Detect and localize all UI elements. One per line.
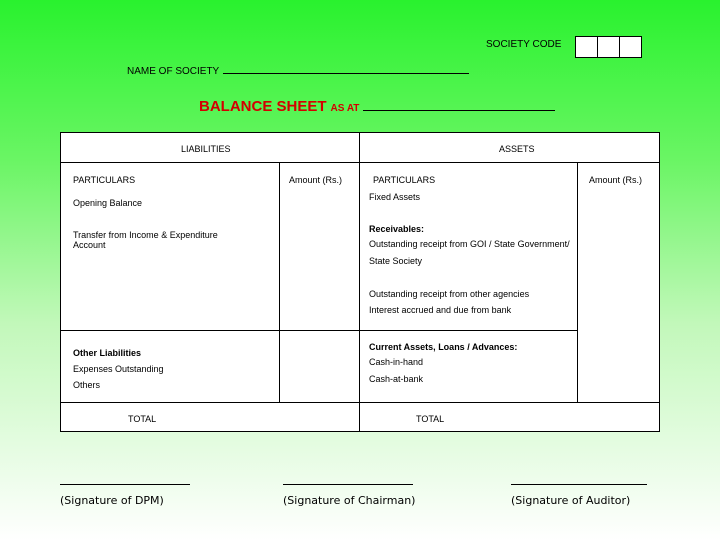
liabilities-heading: LIABILITIES [181, 144, 231, 154]
society-code-box[interactable] [619, 36, 642, 58]
auditor-signature-label: (Signature of Auditor) [511, 494, 631, 507]
asset-amount-divider [577, 162, 578, 402]
as-at-label: AS AT [330, 103, 360, 114]
auditor-signature-line[interactable] [511, 484, 647, 485]
society-code-box[interactable] [597, 36, 620, 58]
state-society-label: State Society [369, 256, 423, 266]
balance-sheet-table [60, 132, 660, 432]
society-code-box[interactable] [575, 36, 598, 58]
current-assets-label: Current Assets, Loans / Advances: [369, 342, 518, 352]
liab-amount-header: Amount (Rs.) [289, 175, 343, 185]
transfer-label-line1: Transfer from Income & Expenditure [73, 230, 218, 240]
page-title [199, 98, 555, 115]
center-divider [359, 133, 360, 431]
opening-balance-label: Opening Balance [73, 198, 143, 208]
society-code-boxes [576, 36, 642, 58]
as-at-date-blank[interactable] [363, 98, 555, 111]
liabilities-total-label: TOTAL [128, 414, 157, 424]
liabilities-section-divider [61, 330, 359, 331]
liab-particulars-header: PARTICULARS [73, 175, 136, 185]
outstanding-goi-label: Outstanding receipt from GOI / State Government/ [369, 239, 570, 249]
assets-total-label: TOTAL [416, 414, 445, 424]
assets-section-divider [359, 330, 577, 331]
other-liabilities-label: Other Liabilities [73, 348, 142, 358]
cash-at-bank-label: Cash-at-bank [369, 374, 424, 384]
total-row-divider [61, 402, 659, 403]
expenses-outstanding-label: Expenses Outstanding [73, 364, 164, 374]
society-name-row [127, 63, 469, 77]
society-code-label: SOCIETY CODE [486, 39, 562, 50]
asset-particulars-header: PARTICULARS [373, 175, 436, 185]
fixed-assets-label: Fixed Assets [369, 192, 421, 202]
cash-in-hand-label: Cash-in-hand [369, 357, 424, 367]
dpm-signature-line[interactable] [60, 484, 190, 485]
name-of-society-label: NAME OF SOCIETY [127, 66, 220, 77]
receivables-label: Receivables: [369, 224, 425, 234]
assets-heading: ASSETS [499, 144, 535, 154]
transfer-label-line2: Account [73, 240, 106, 250]
others-label: Others [73, 380, 101, 390]
header-divider [61, 162, 659, 163]
chairman-signature-label: (Signature of Chairman) [283, 494, 416, 507]
society-name-blank[interactable] [223, 63, 469, 74]
asset-amount-header: Amount (Rs.) [589, 175, 643, 185]
interest-accrued-label: Interest accrued and due from bank [369, 305, 512, 315]
dpm-signature-label: (Signature of DPM) [60, 494, 164, 507]
liab-amount-divider [279, 162, 280, 402]
balance-sheet-title: BALANCE SHEET [199, 98, 327, 115]
outstanding-other-label: Outstanding receipt from other agencies [369, 289, 530, 299]
chairman-signature-line[interactable] [283, 484, 413, 485]
